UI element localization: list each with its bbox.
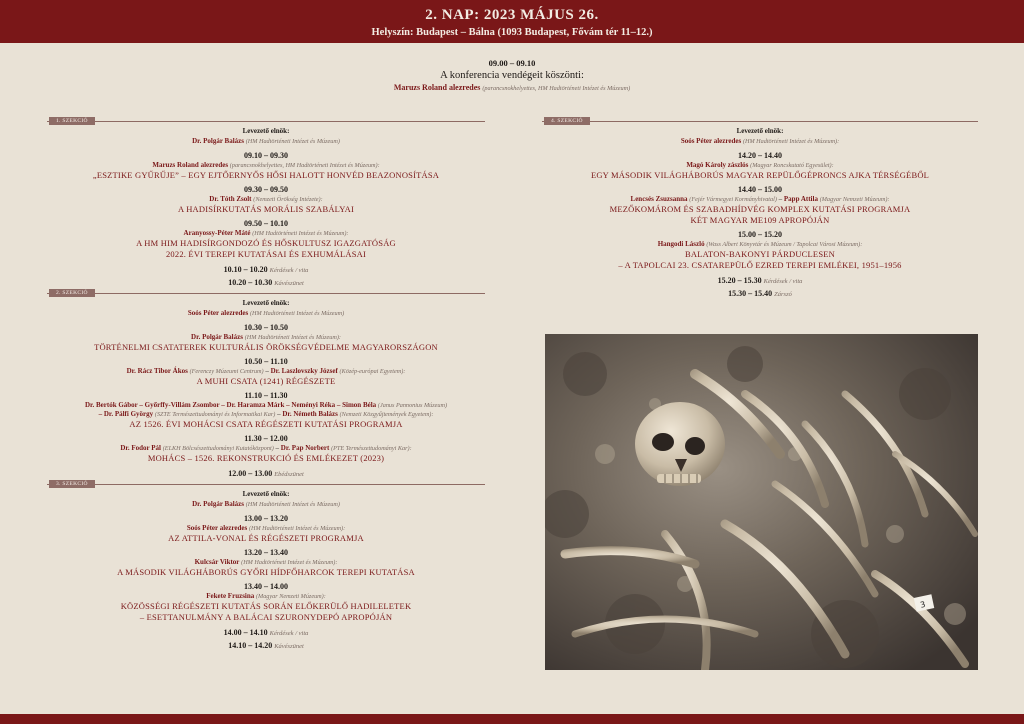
qa-slot: 15.20 – 15.30 Kérdések / vita [717,276,803,285]
speaker-name: Kulcsár Viktor [194,558,240,566]
talk-time: 14.40 – 15.00 [738,185,782,194]
talk-title: AZ 1526. ÉVI MOHÁCSI CSATA RÉGÉSZETI KUTATÁSI PROGRAMJA [129,419,403,429]
speaker-name: – Dr. Pálfi György [98,410,154,418]
session-1 [47,127,485,289]
welcome-speaker: Maruzs Roland alezredes [393,83,481,92]
talk-time: 10.50 – 11.10 [244,357,288,366]
speaker-affiliation: (Közép-európai Egyetem): [339,368,406,375]
speaker-name: Maruzs Roland alezredes [152,161,229,169]
talk-title: A MUHI CSATA (1241) RÉGÉSZETE [196,376,336,386]
speaker-affiliation: (Janus Pannonius Múzeum) [377,402,448,409]
welcome-affiliation: (parancsnokhelyettes, HM Hadtörténeti Intézet és Múzeum) [482,85,631,92]
qa-slot: 14.00 – 14.10 Kérdések / vita [223,628,309,637]
talk-title: TÖRTÉNELMI CSATATEREK KULTURÁLIS ÖRÖKSÉGVÉDELME MAGYARORSZÁGON [94,342,438,352]
talk-title: EGY MÁSODIK VILÁGHÁBORÚS MAGYAR REPÜLŐGÉPRONCS AJKA TÉRSÉGÉBŐL [590,170,930,180]
qa-slot: 10.10 – 10.20 Kérdések / vita [223,265,309,274]
talk-title: AZ ATTILA-VONAL ÉS RÉGÉSZETI PROGRAMJA [168,533,364,543]
talk-time: 09.30 – 09.50 [244,185,288,194]
speaker-name: Dr. Rácz Tibor Ákos [126,367,188,375]
coffee-break-slot: 10.20 – 10.30 Kávészünet [228,278,304,287]
section-divider [542,121,978,122]
chair-label: Levezető elnök: [736,127,784,135]
chair-label: Levezető elnök: [242,490,290,498]
chair-name: Dr. Polgár Balázs [192,137,244,145]
talk-time: 11.30 – 12.00 [244,434,288,443]
talk-title-line2: – ESETTANULMÁNY A BALÁCAI SZURONYDEPÓ APROPÓJÁN [139,612,393,622]
talk-title: A HM HIM HADISÍRGONDOZÓ ÉS HŐSKULTUSZ IGAZGATÓSÁG [136,238,396,248]
speaker-affiliation: (Fejér Vármegyei Kormányhivatal) [689,196,777,203]
skeleton-remains-illustration [545,334,978,670]
talk-time: 15.00 – 15.20 [738,230,782,239]
speaker-name: Dr. Pap Norbert [280,444,330,452]
talk-title: KÖZÖSSÉGI RÉGÉSZETI KUTATÁS SORÁN ELŐKERÜLŐ HADILELETEK [120,601,412,611]
section-tag: 3. SZEKCIÓ [49,480,95,488]
session-2: Levezető elnök: Soós Péter alezredes (HM Hadtörténeti Intézet és Múzeum) 10.30 – 10.50 Dr. Polgár Balázs (HM Hadtörténeti Intézet és Múzeum): TÖRTÉNELMI CSATATEREK KULTURÁLIS ÖRÖKSÉGVÉDELME MAGYARORSZÁGON 10.50 – 11.10 Dr. Rácz Tibor Ákos (Ferenczy Múzeumi Centrum) – Dr. Laszlovszky József (Közép-európai Egyetem): A MUHI CSATA (1241) RÉGÉSZETE 11.10 – 11.30 Dr. Bertók Gábor – Győrffy-Villám Zsombor – Dr. Haramza Márk – Neményi Réka – Simon Béla (Janus Pannonius Múzeum) – Dr. Pálfi György (SZTE Természettudományi és Informatikai Kar) – Dr. Németh Balázs (Nemzeti Közgyűjtemények Egyetem): AZ 1526. ÉVI MOHÁCSI CSATA RÉGÉSZETI KUTATÁSI PROGRAMJA 11.30 – 12.00 Dr. Fodor Pál (ELKH Bölcsészettudományi Kutatóközpont) – Dr. Pap Norbert (PTE Természettudományi Kar): MOHÁCS – 1526. REKONSTRUKCIÓ ÉS EMLÉKEZET (2023) 12.00 – 13.00 Ebédszünet [47,299,485,480]
speaker-affiliation: (HM Hadtörténeti Intézet és Múzeum): [241,559,338,566]
day-title: 2. NAP: 2023 MÁJUS 26. [425,7,599,23]
talk-title-line2: KÉT MAGYAR ME109 APROPÓJÁN [690,215,830,225]
section-header-3 [47,480,485,488]
talk-time: 14.20 – 14.40 [738,151,782,160]
svg-text:3: 3 [919,599,927,610]
section-tag: 4. SZEKCIÓ [544,117,590,125]
section-divider [47,484,485,485]
session-4: Levezető elnök: Soós Péter alezredes (HM Hadtörténeti Intézet és Múzeum): 14.20 – 14.40 Magó Károly zászlós (Magyar Roncskutató Egyesület): EGY MÁSODIK VILÁGHÁBORÚS MAGYAR REPÜLŐGÉPRONCS AJKA TÉRSÉGÉBŐL 14.40 – 15.00 Lencsés Zsuzsanna (Fejér Vármegyei Kormányhivatal) – Papp Attila (Magyar Nemzeti Múzeum): MEZŐKOMÁROM ÉS SZABADHÍDVÉG KOMPLEX KUTATÁSI PROGRAMJA KÉT MAGYAR ME109 APROPÓJÁN 15.00 – 15.20 Hangodi László (Wass Albert Könyvtár és Múzeum / Tapolcai Városi Múzeum): BALATON-BAKONYI PÁRDUCLESEN – A TAPOLCAI 23. CSATAREPÜLŐ EZRED TEREPI EMLÉKEI, 1951–1956 15.20 – 15.30 Kérdések / vita 15.30 – 15.40 Zárszó [542,127,978,300]
talk-time: 13.40 – 14.00 [244,582,288,591]
page-header [0,0,1024,43]
coffee-break-slot: 14.10 – 14.20 Kávészünet [228,641,304,650]
section-divider [47,121,485,122]
speaker-affiliation: (Magyar Roncskutató Egyesület): [750,162,834,169]
speaker-affiliation: (Magyar Nemzeti Múzeum): [256,593,326,600]
talk-time: 11.10 – 11.30 [244,391,288,400]
speaker-affiliation: (HM Hadtörténeti Intézet és Múzeum): [252,230,349,237]
section-divider [47,293,485,294]
speaker-affiliation: (parancsnokhelyettes, HM Hadtörténeti Intézet és Múzeum): [229,162,380,169]
section-tag: 2. SZEKCIÓ [49,289,95,297]
talk-time: 09.50 – 10.10 [244,219,288,228]
speaker-name: Fekete Fruzsina [206,592,255,600]
chair-name: Dr. Polgár Balázs [192,500,244,508]
excavation-photo [545,334,978,670]
lunch-break-slot: 12.00 – 13.00 Ebédszünet [228,469,304,478]
speaker-affiliation: (Nemzeti Örökség Intézete): [253,196,323,203]
closing-slot: 15.30 – 15.40 Zárszó [728,289,792,298]
chair-affiliation: (HM Hadtörténeti Intézet és Múzeum): [742,138,840,145]
chair-affiliation: (HM Hadtörténeti Intézet és Múzeum) [249,310,345,317]
page-footer-band [0,714,1024,724]
talk-title: A HADISÍRKUTATÁS MORÁLIS SZABÁLYAI [178,204,354,214]
speaker-affiliation: (Wass Albert Könyvtár és Múzeum / Tapolcai Városi Múzeum): [706,241,863,248]
speaker-name: Hangodi László [657,240,705,248]
chair-name: Soós Péter alezredes [187,309,249,317]
talk-time: 10.30 – 10.50 [244,323,288,332]
welcome-time: 09.00 – 09.10 [488,58,536,68]
welcome-block [0,58,1024,95]
speaker-name: Papp Attila [783,195,818,203]
talk-title-line2: – A TAPOLCAI 23. CSATAREPÜLŐ EZRED TEREPI EMLÉKEI, 1951–1956 [618,260,902,270]
speaker-affiliation: (Magyar Nemzeti Múzeum): [819,196,890,203]
speaker-name: Dr. Polgár Balázs [191,333,243,341]
speaker-affiliation: (Ferenczy Múzeumi Centrum) [189,368,264,375]
speaker-affiliation: (HM Hadtörténeti Intézet és Múzeum): [248,525,346,532]
speaker-affiliation: (HM Hadtörténeti Intézet és Múzeum): [244,334,341,341]
section-header-4 [542,117,978,125]
speaker-name: Dr. Laszlovszky József [270,367,338,375]
venue-line: Helyszín: Budapest – Bálna (1093 Budapest, Fővám tér 11–12.) [371,27,653,38]
talk-title: „ESZTIKE GYŰRŰJE” – EGY EJTŐERNYŐS HŐSI HALOTT HONVÉD BEAZONOSÍTÁSA [92,170,440,180]
chair-label: Levezető elnök: [242,127,290,135]
talk-title: MOHÁCS – 1526. REKONSTRUKCIÓ ÉS EMLÉKEZET (2023) [147,453,385,463]
speaker-affiliation: (ELKH Bölcsészettudományi Kutatóközpont) [162,445,274,452]
speaker-name: Dr. Németh Balázs [282,410,338,418]
chair-affiliation: (HM Hadtörténeti Intézet és Múzeum) [245,138,340,145]
speaker-name: Dr. Fodor Pál [120,444,161,452]
talk-title: BALATON-BAKONYI PÁRDUCLESEN [685,249,835,259]
speaker-name: Dr. Tóth Zsolt [209,195,252,203]
talk-title: A MÁSODIK VILÁGHÁBORÚS GYŐRI HÍDFŐHARCOK TEREPI KUTATÁSA [117,567,415,577]
section-tag: 1. SZEKCIÓ [49,117,95,125]
skull [635,402,725,486]
chair-label: Levezető elnök: [242,299,290,307]
program-right-column [542,117,978,300]
chair-name: Soós Péter alezredes [680,137,742,145]
talk-title-line2: 2022. ÉVI TEREPI KUTATÁSAI ÉS EXHUMÁLÁSAI [165,249,367,259]
speaker-name: Aranyossy-Péter Máté [183,229,251,237]
program-left-column [47,117,485,652]
session-3 [47,490,485,652]
section-header-1 [47,117,485,125]
talk-time: 13.20 – 13.40 [244,548,288,557]
speaker-affiliation: (SZTE Természettudományi és Informatikai Kar) [154,411,276,418]
speaker-name: Soós Péter alezredes [186,524,248,532]
chair-affiliation: (HM Hadtörténeti Intézet és Múzeum) [245,501,340,508]
speaker-affiliation: (PTE Természettudományi Kar): [331,445,412,452]
speaker-names: Dr. Bertók Gábor – Győrffy-Villám Zsombor – Dr. Haramza Márk – Neményi Réka – Simon Béla [84,401,377,409]
section-header-2 [47,289,485,297]
speaker-name: Magó Károly zászlós [686,161,749,169]
talk-time: 09.10 – 09.30 [244,151,288,160]
talk-time: 13.00 – 13.20 [244,514,288,523]
talk-title: MEZŐKOMÁROM ÉS SZABADHÍDVÉG KOMPLEX KUTATÁSI PROGRAMJA [609,204,911,214]
speaker-affiliation: (Nemzeti Közgyűjtemények Egyetem): [339,411,434,418]
speaker-name: Lencsés Zsuzsanna [630,195,688,203]
welcome-heading: A konferencia vendégeit köszönti: [440,70,584,81]
